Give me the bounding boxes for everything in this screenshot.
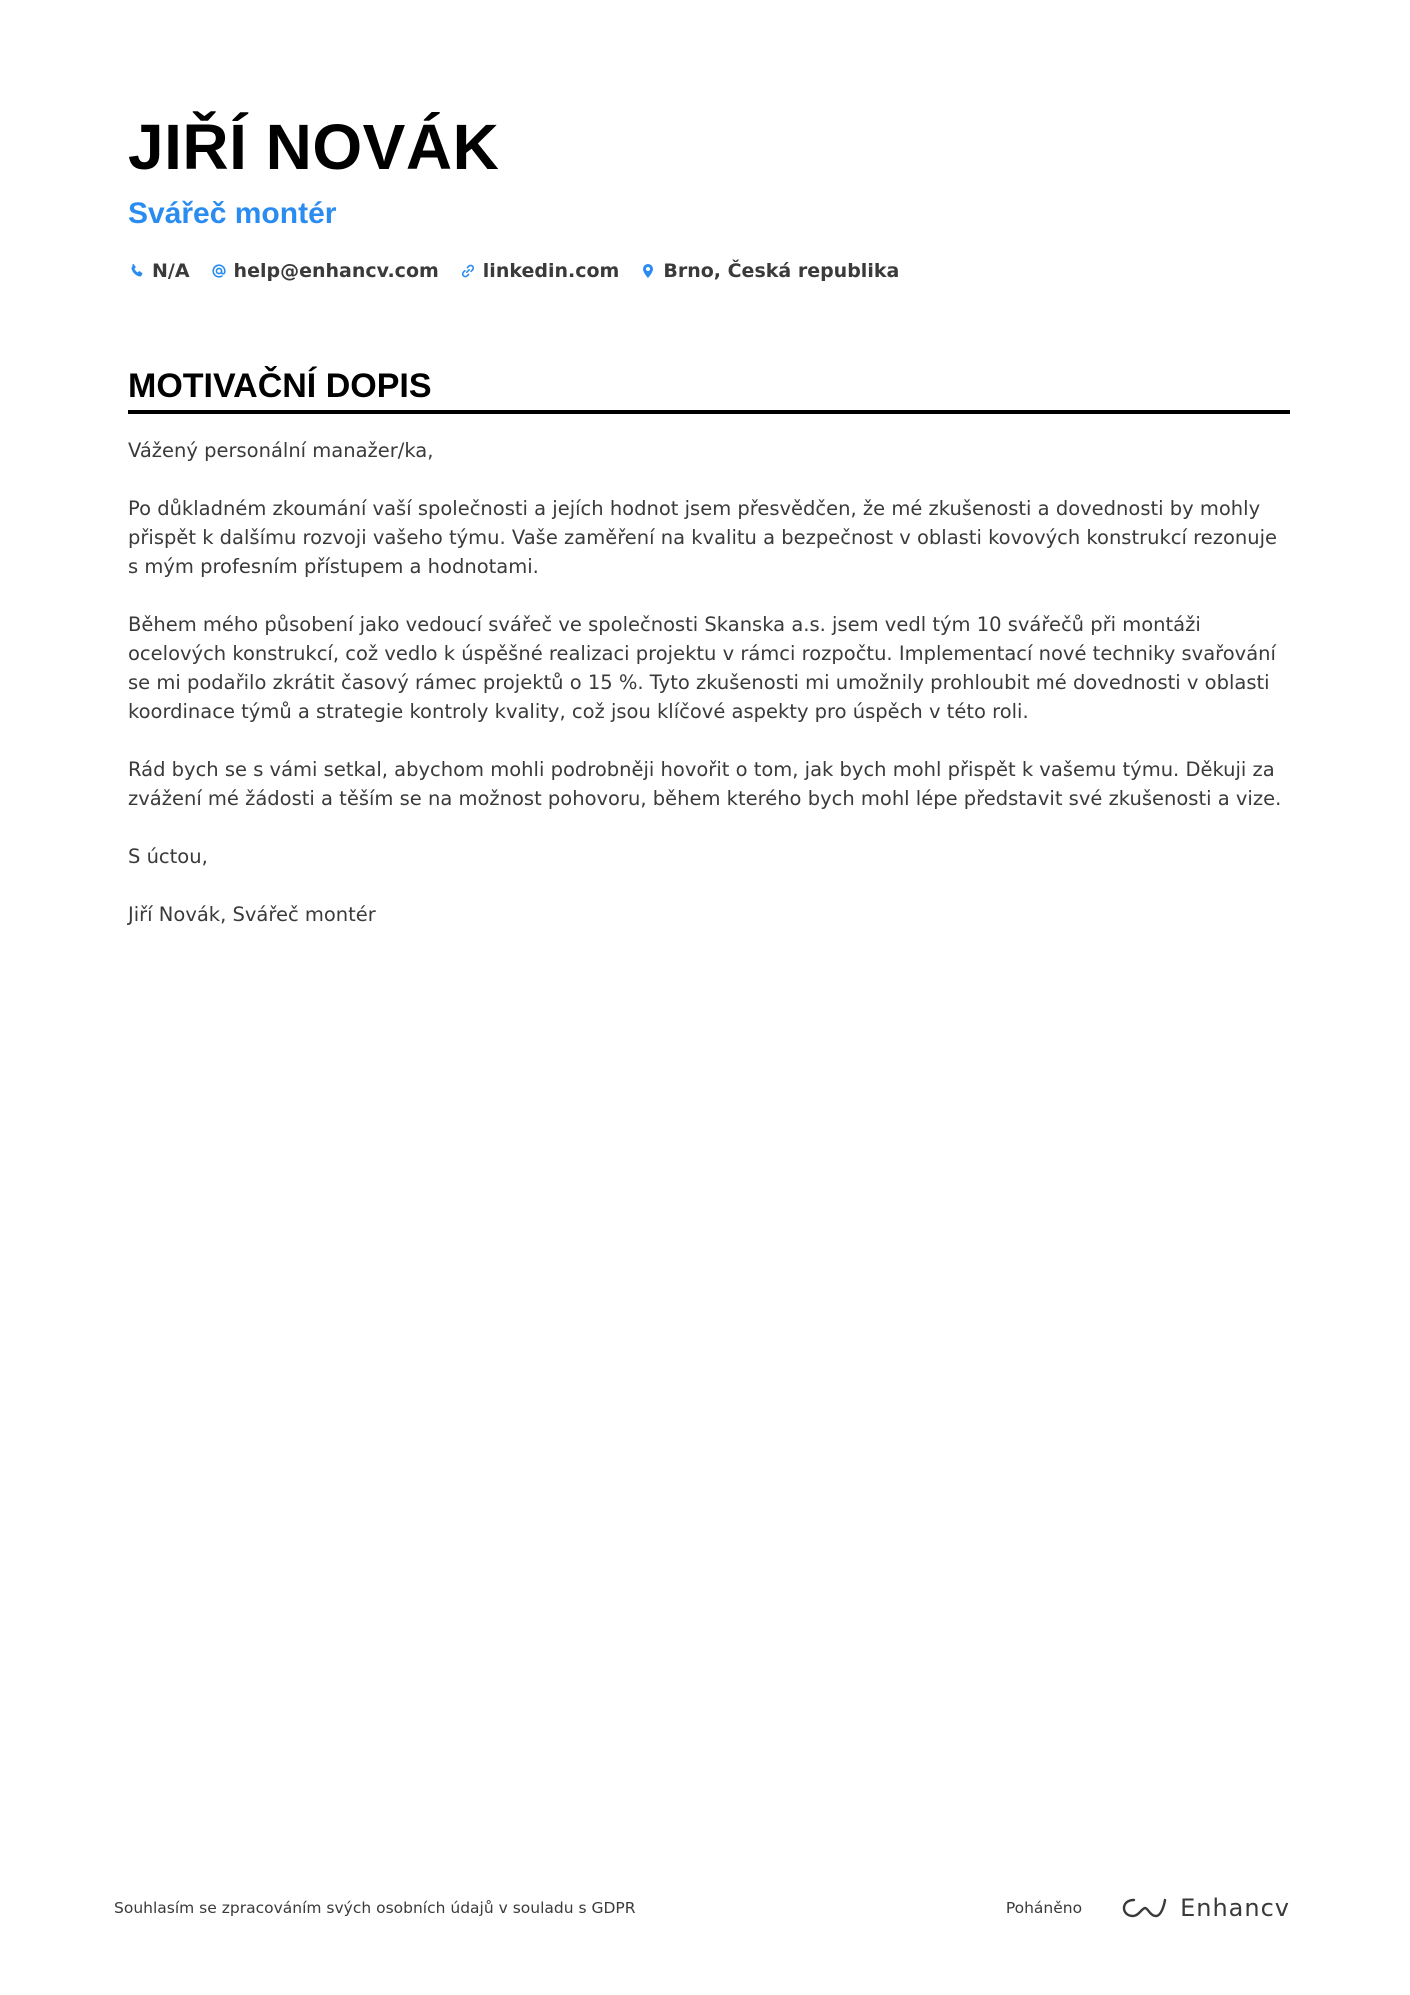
job-title: Svářeč montér [128, 197, 337, 230]
enhancv-logo-icon [1122, 1895, 1168, 1921]
signature: Jiří Novák, Svářeč montér [128, 903, 376, 926]
letter-paragraph: Během mého působení jako vedoucí svářeč ve společnosti Skanska a.s. jsem vedl tým 10 svářečů při montáži ocelových konstrukcí, což vedlo k úspěšné realizaci projektu v rámci rozpočtu. Implementací nové techniky svařování se mi podařilo zkrátit časový rámec projektů o 15 %. Tyto zkušenosti mi umožnily prohloubit mé dovednosti v oblasti koordinace týmů a strategie kontroly kvality, což jsou klíčové aspekty pro úspěch v této roli. [128, 613, 1276, 723]
contact-phone [128, 260, 190, 282]
brand-name: Enhancv [1180, 1894, 1290, 1922]
closing: S úctou, [128, 845, 208, 868]
letter-body [128, 436, 1290, 929]
cover-letter-page [128, 108, 1290, 958]
section-title: MOTIVAČNÍ DOPIS [128, 366, 1290, 414]
phone-icon [128, 262, 146, 280]
powered-by-label: Poháněno [1005, 1899, 1083, 1917]
contact-email[interactable] [210, 260, 439, 282]
contact-bar [128, 256, 1290, 286]
email-value[interactable]: help@enhancv.com [233, 260, 439, 282]
brand-link[interactable] [1122, 1894, 1290, 1922]
footer [114, 1888, 1290, 1928]
location-pin-icon [639, 262, 657, 280]
salutation: Vážený personální manažer/ka, [128, 439, 434, 462]
contact-linkedin[interactable] [459, 260, 620, 282]
gdpr-consent: Souhlasím se zpracováním svých osobních údajů v souladu s GDPR [114, 1899, 636, 1917]
location-value: Brno, Česká republika [663, 260, 900, 282]
powered-by [1006, 1894, 1290, 1922]
letter-paragraph: Po důkladném zkoumání vaší společnosti a jejích hodnot jsem přesvědčen, že mé zkušenosti a dovednosti by mohly přispět k dalšímu rozvoji vašeho týmu. Vaše zaměření na kvalitu a bezpečnost v oblasti kovových konstrukcí rezonuje s mým profesním přístupem a hodnotami. [128, 497, 1278, 578]
at-icon [210, 262, 228, 280]
linkedin-value[interactable]: linkedin.com [482, 260, 620, 282]
phone-value: N/A [152, 260, 190, 282]
contact-location [639, 260, 899, 282]
link-icon [459, 262, 477, 280]
candidate-name: JIŘÍ NOVÁK [128, 111, 500, 183]
letter-paragraph: Rád bych se s vámi setkal, abychom mohli podrobněji hovořit o tom, jak bych mohl přispět k vašemu týmu. Děkuji za zvážení mé žádosti a těším se na možnost pohovoru, během kterého bych mohl lépe představit své zkušenosti a vize. [128, 758, 1282, 810]
